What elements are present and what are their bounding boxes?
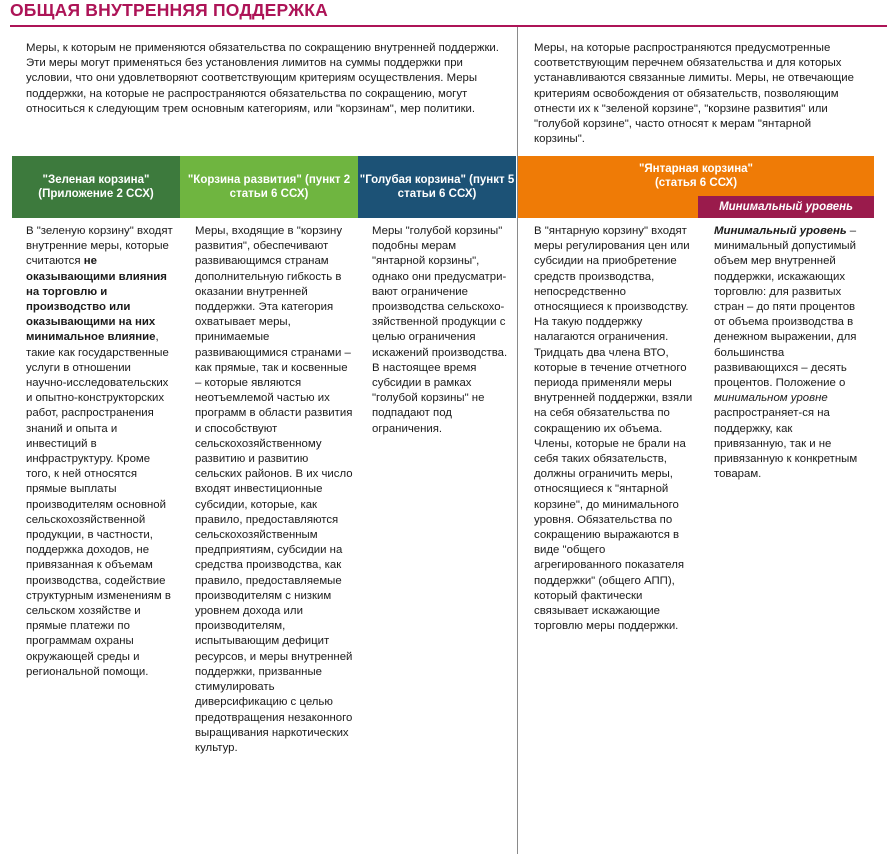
header-blue-box-label: "Голубая корзина" (пункт 5 статьи 6 ССХ) [359,173,515,200]
column-green-box [26,224,173,680]
intro-exempt-measures: Меры, к которым не применяются обязательства по сокращению внутренней поддержки. Эти меры могут применяться без установления лимитов на суммы поддержки при условии, что они удовлетворяют соответствующим критериям осуществления. Меры поддержки, на которые не распространяются обязательства по сокращению, могут относиться к следующим трем основным категориям, или "корзинам", мер политики. [26,42,499,115]
minimal-text-bold: Минимальный уровень [714,225,847,237]
column-blue-box [372,224,508,437]
header-minimal-level [698,196,874,218]
header-green-box-label: "Зеленая корзина" (Приложение 2 ССХ) [38,173,154,200]
section-divider [517,27,518,854]
blue-text-2: В настоящее время субсидии в рамках "голубой корзины" не подпадают под ограничения. [372,361,485,435]
header-development-box [180,156,358,218]
header-development-box-label: "Корзина развития" (пункт 2 статьи 6 ССХ) [187,173,351,200]
header-blue-box [358,156,516,218]
header-amber-box-label: "Янтарная корзина" (статья 6 ССХ) [638,162,754,189]
header-amber-box-extension [518,196,698,218]
green-text-2: , такие как государственные услуги в отношении научно-исследовательских и опытно-конструкторских работ, распространения знаний и опыта и инвестиций в инфраструктуру. Кроме того, к ней относятся прямые выплаты производителям основной сельскохозяйственной продукции, в частности, поддержка доходов, не привязанная к объемам производства, содействие структурным изменениям в сельском хозяйстве и прямые платежи по программам охраны окружающей среды и региональной помощи. [26,331,171,678]
column-minimal-level [714,224,866,482]
page-title: ОБЩАЯ ВНУТРЕННЯЯ ПОДДЕРЖКА [10,0,328,20]
green-text-1: В "зеленую корзину" входят внутренние меры, которые считаются [26,225,173,268]
header-amber-box [518,156,874,196]
minimal-text-italic: минимальном уровне [714,392,828,405]
minimal-text-1: – минимальный допустимый объем мер внутренней поддержки, искажающих торговлю: для развитых стран – до пяти процентов от объема производства в денежном выражении, для большинства развивающихся – десять процентов. Положение о [714,225,857,390]
minimal-text-2: распространяет-ся на поддержку, как привязанную, так и не привязанную к конкретным товарам. [714,407,858,481]
column-development-box: Меры, входящие в "корзину развития", обеспечивают развивающимся странам дополнительную гибкость в оказании внутренней поддержки. Эта категория охватывает меры, принимаемые развивающимися странами – как прямые, так и косвенные – которые являются неотъемлемой частью их программ в области развития и способствуют сельскохозяйственному развитию и развитию сельских районов. В их число входят инвестиционные субсидии, которые, как правило, предоставляются сельскохозяйственным предприятиям, субсидии на средства производства, как правило, предоставляемые производителям с низким уровнем дохода или производителям, испытывающим дефицит ресурсов, и меры внутренней поддержки, призванные стимулировать диверсификацию с целью предотвращения незаконного выращивания наркотических культур. [195,225,353,754]
title-underline [10,25,887,27]
header-minimal-level-label: Минимальный уровень [719,200,853,213]
header-green-box [12,156,180,218]
green-text-bold: не оказывающими влияния на торговлю и производство или оказывающими на них минимальное влияние [26,255,167,344]
blue-text-1: Меры "голубой корзины" подобны мерам "янтарной корзины", однако они предусматри-вают ограничение производства сельскохо-зяйственной продукции с целью ограничения искажений производства. [372,225,508,359]
intro-committed-measures: Меры, на которые распространяются предусмотренные соответствующим перечнем обязательства и для которых устанавливаются связанные лимиты. Меры, не отвечающие критериям освобождения от обязательств, позволяющим отнести их к "зеленой корзине", "корзине развития" или "голубой корзине", часто относят к мерам "янтарной корзины". [534,42,854,146]
column-amber-box: В "янтарную корзину" входят меры регулирования цен или субсидии на приобретение средств производства, непосредственно относящиеся к производству. На такую поддержку налагаются ограничения. Тридцать два члена ВТО, которые в течение отчетного периода применяли меры внутренней поддержки, взяли на себя обязательства по сокращению их объема. Члены, которые не брали на себя таких обязательств, должны ограничить меры, относящиеся к "янтарной корзине", до минимального уровня. Обязательства по сокращению выражаются в виде "общего агрегированного показателя поддержки" (общего АПП), который фактически связывает искажающие торговлю меры поддержки. [534,225,693,633]
